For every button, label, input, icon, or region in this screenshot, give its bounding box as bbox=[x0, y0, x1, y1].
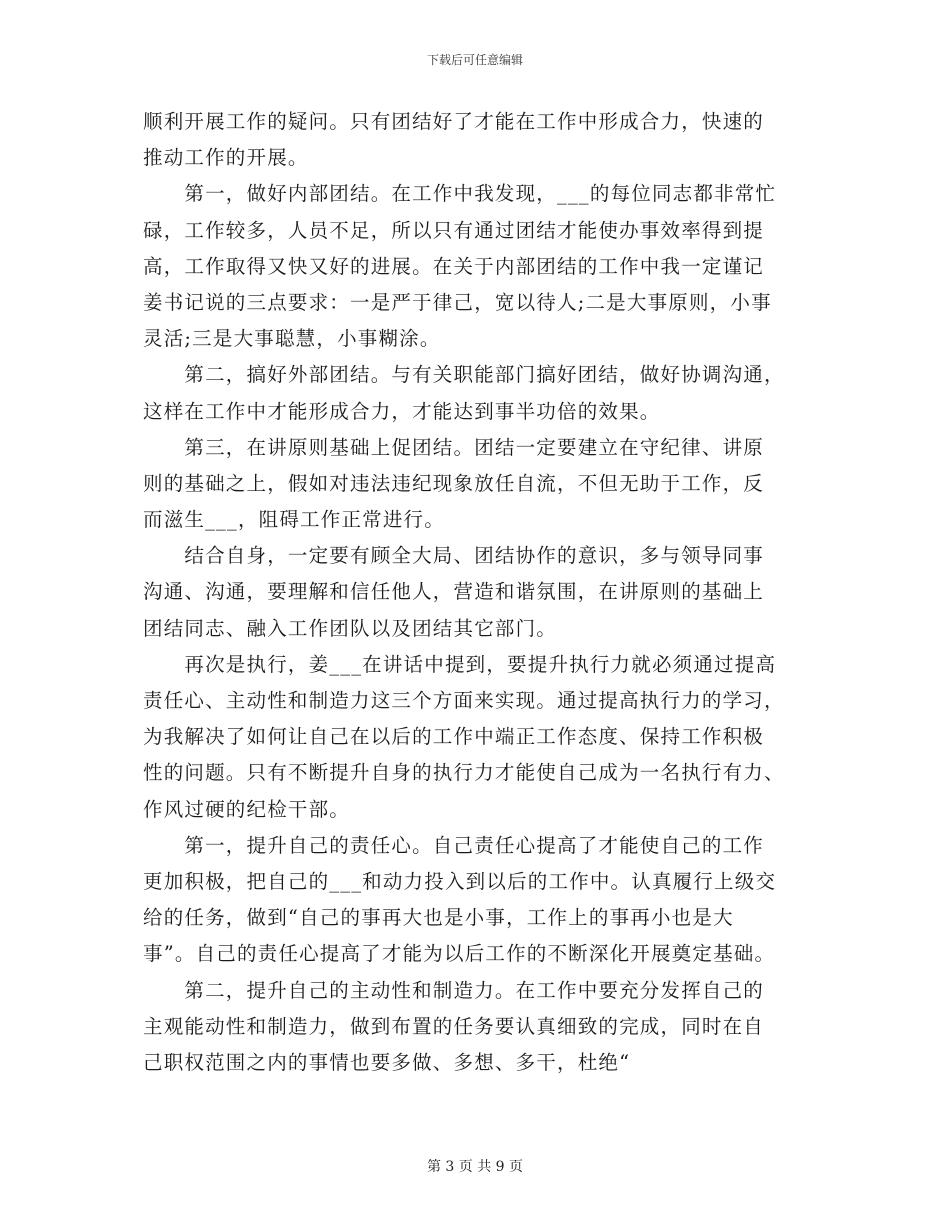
page-header: 下载后可任意编辑 bbox=[426, 53, 523, 67]
text-line: 责任心、主动性和制造力这三个方面来实现。通过提高执行力的学习， bbox=[143, 689, 785, 712]
text-line: 则的基础之上，假如对违法违纪现象放任自流，不但无助于工作，反 bbox=[143, 471, 765, 495]
paragraph bbox=[143, 973, 808, 1082]
text-line: 高，工作取得又快又好的进展。在关于内部团结的工作中我一定谨记 bbox=[143, 254, 765, 278]
text-line: 性的问题。只有不断提升自身的执行力才能使自己成为一名执行有力、 bbox=[143, 761, 785, 785]
paragraph bbox=[143, 647, 808, 828]
paragraph bbox=[143, 176, 808, 357]
text-line: 顺利开展工作的疑问。只有团结好了才能在工作中形成合力，快速的 bbox=[143, 110, 765, 133]
text-line: 这样在工作中才能形成合力，才能达到事半功倍的效果。 bbox=[143, 399, 661, 423]
paragraph bbox=[143, 430, 808, 539]
paragraph bbox=[143, 104, 808, 176]
text-line: 沟通、沟通，要理解和信任他人，营造和谐氛围，在讲原则的基础上 bbox=[143, 580, 765, 604]
text-line: 团结同志、融入工作团队以及团结其它部门。 bbox=[143, 616, 558, 640]
text-line: 第一，做好内部团结。在工作中我发现，___的每位同志都非常忙 bbox=[143, 182, 777, 206]
text-line: 更加积极，把自己的___和动力投入到以后的工作中。认真履行上级交 bbox=[143, 869, 777, 893]
text-line: 姜书记说的三点要求：一是严于律己，宽以待人;二是大事原则，小事 bbox=[143, 290, 772, 314]
text-line: 再次是执行，姜___在讲话中提到，要提升执行力就必须通过提高 bbox=[143, 652, 777, 676]
paragraph bbox=[143, 357, 808, 429]
page-number-footer: 第 3 页 共 9 页 bbox=[426, 1159, 524, 1175]
text-line: 第三，在讲原则基础上促团结。团结一定要建立在守纪律、讲原 bbox=[143, 435, 765, 459]
text-line: 第二，搞好外部团结。与有关职能部门搞好团结，做好协调沟通， bbox=[143, 363, 785, 387]
text-line: 给的任务，做到“自己的事再大也是小事，工作上的事再小也是大 bbox=[143, 906, 734, 930]
text-line: 事”。自己的责任心提高了才能为以后工作的不断深化开展奠定基础。 bbox=[143, 942, 776, 966]
text-line: 己职权范围之内的事情也要多做、多想、多干，杜绝“ bbox=[143, 1050, 631, 1074]
text-line: 主观能动性和制造力，做到布置的任务要认真细致的完成，同时在自 bbox=[143, 1014, 765, 1038]
text-line: 第一，提升自己的责任心。自己责任心提高了才能使自己的工作 bbox=[143, 833, 765, 857]
text-line: 第二，提升自己的主动性和制造力。在工作中要充分发挥自己的 bbox=[143, 978, 765, 1002]
paragraph bbox=[143, 538, 808, 647]
document-body bbox=[143, 104, 808, 1081]
text-line: 推动工作的开展。 bbox=[143, 146, 309, 170]
paragraph bbox=[143, 828, 808, 973]
text-line: 碌，工作较多，人员不足，所以只有通过团结才能使办事效率得到提 bbox=[143, 218, 765, 242]
text-line: 灵活;三是大事聪慧，小事糊涂。 bbox=[143, 327, 441, 351]
text-line: 而滋生___，阻碍工作正常进行。 bbox=[143, 508, 445, 532]
text-line: 作风过硬的纪检干部。 bbox=[143, 797, 351, 821]
text-line: 为我解决了如何让自己在以后的工作中端正工作态度、保持工作积极 bbox=[143, 725, 765, 749]
text-line: 结合自身，一定要有顾全大局、团结协作的意识，多与领导同事 bbox=[143, 544, 765, 568]
